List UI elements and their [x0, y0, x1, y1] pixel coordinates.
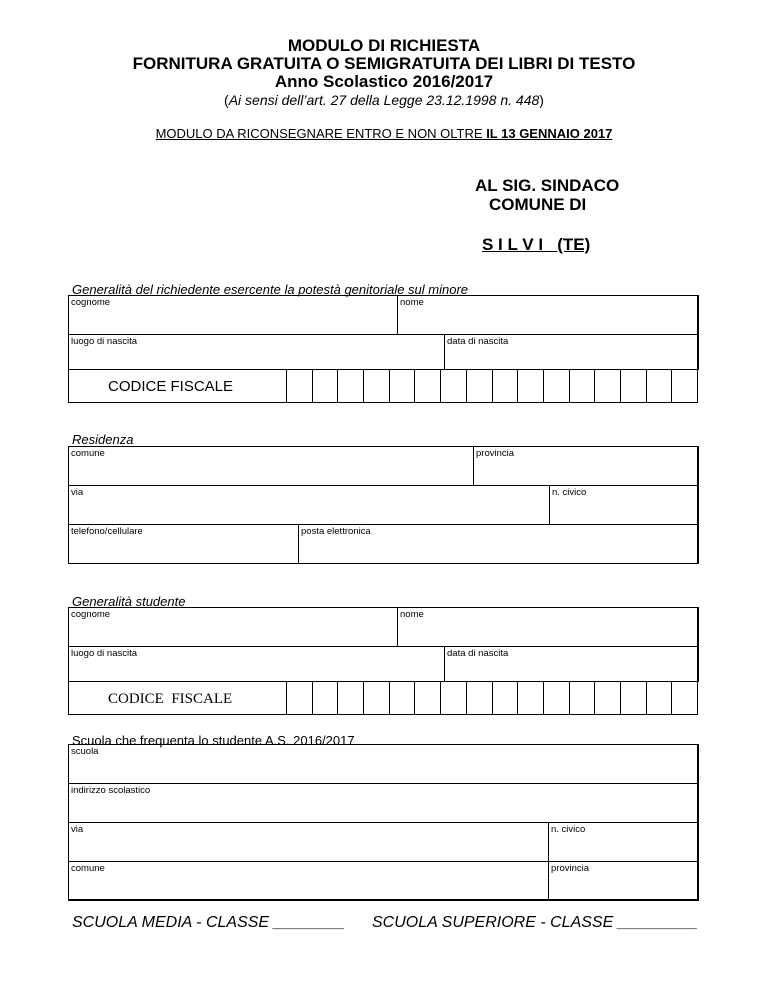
cf-char-cell[interactable]	[570, 369, 596, 403]
recipient-town: S I L V I (TE)	[482, 235, 591, 254]
school-name-field[interactable]: scuola	[68, 744, 699, 784]
cf-char-cell[interactable]	[338, 681, 364, 715]
cf-char-cell[interactable]	[647, 369, 673, 403]
cf-char-cell[interactable]	[390, 369, 416, 403]
cf-char-cell[interactable]	[570, 681, 596, 715]
school-street-field[interactable]: via	[68, 822, 549, 862]
school-province-field[interactable]: provincia	[548, 861, 699, 901]
school-table	[68, 744, 698, 900]
phone-field[interactable]: telefono/cellulare	[68, 524, 299, 564]
cf-char-cell[interactable]	[338, 369, 364, 403]
student-surname-field[interactable]: cognome	[68, 607, 398, 647]
student-cf-label: CODICE FISCALE	[108, 691, 233, 707]
cf-char-cell[interactable]	[621, 369, 647, 403]
residence-number-field[interactable]: n. civico	[549, 485, 699, 525]
student-table	[68, 607, 698, 715]
cf-char-cell[interactable]	[518, 369, 544, 403]
recipient-mayor: AL SIG. SINDACO	[475, 176, 620, 195]
residence-street-field[interactable]: via	[68, 485, 550, 525]
student-birthplace-field[interactable]: luogo di nascita	[68, 646, 445, 682]
email-field[interactable]: posta elettronica	[298, 524, 699, 564]
school-section-title: Scuola che frequenta lo studente A.S. 2016/2017	[72, 733, 355, 748]
school-city-field[interactable]: comune	[68, 861, 549, 901]
student-name-field[interactable]: nome	[397, 607, 699, 647]
parent-table	[68, 295, 698, 403]
parent-name-field[interactable]: nome	[397, 295, 699, 335]
residence-table	[68, 446, 698, 564]
cf-char-cell[interactable]	[544, 369, 570, 403]
parent-cf-grid[interactable]	[286, 369, 698, 403]
student-section-title: Generalità studente	[72, 594, 186, 609]
cf-char-cell[interactable]	[595, 369, 621, 403]
cf-char-cell[interactable]	[313, 681, 339, 715]
school-address-field[interactable]: indirizzo scolastico	[68, 783, 699, 823]
deadline-notice: MODULO DA RICONSEGNARE ENTRO E NON OLTRE IL 13 GENNAIO 2017	[155, 126, 613, 141]
cf-char-cell[interactable]	[441, 369, 467, 403]
parent-section-title: Generalità del richiedente esercente la potestà genitoriale sul minore	[72, 282, 469, 297]
recipient-comune: COMUNE DI	[489, 195, 587, 214]
school-number-field[interactable]: n. civico	[548, 822, 699, 862]
cf-char-cell[interactable]	[672, 369, 698, 403]
cf-char-cell[interactable]	[467, 369, 493, 403]
cf-char-cell[interactable]	[364, 681, 390, 715]
cf-char-cell[interactable]	[647, 681, 673, 715]
cf-char-cell[interactable]	[621, 681, 647, 715]
parent-birthplace-field[interactable]: luogo di nascita	[68, 334, 445, 370]
residence-province-field[interactable]: provincia	[473, 446, 699, 486]
cf-char-cell[interactable]	[493, 681, 519, 715]
cf-char-cell[interactable]	[415, 369, 441, 403]
cf-char-cell[interactable]	[518, 681, 544, 715]
residence-city-field[interactable]: comune	[68, 446, 474, 486]
cf-char-cell[interactable]	[441, 681, 467, 715]
cf-char-cell[interactable]	[313, 369, 339, 403]
form-subtitle: FORNITURA GRATUITA O SEMIGRATUITA DEI LIBRI DI TESTO	[132, 54, 636, 73]
high-school-class: SCUOLA SUPERIORE - CLASSE _________	[372, 914, 698, 931]
residence-section-title: Residenza	[72, 432, 134, 447]
middle-school-class: SCUOLA MEDIA - CLASSE ________	[72, 914, 345, 931]
cf-char-cell[interactable]	[287, 369, 313, 403]
form-title: MODULO DI RICHIESTA	[287, 36, 481, 55]
cf-char-cell[interactable]	[467, 681, 493, 715]
cf-char-cell[interactable]	[390, 681, 416, 715]
cf-char-cell[interactable]	[595, 681, 621, 715]
cf-char-cell[interactable]	[364, 369, 390, 403]
student-birthdate-field[interactable]: data di nascita	[444, 646, 699, 682]
cf-char-cell[interactable]	[493, 369, 519, 403]
cf-char-cell[interactable]	[287, 681, 313, 715]
parent-cf-label: CODICE FISCALE	[108, 378, 234, 395]
parent-birthdate-field[interactable]: data di nascita	[444, 334, 699, 370]
cf-char-cell[interactable]	[544, 681, 570, 715]
cf-char-cell[interactable]	[672, 681, 698, 715]
student-cf-grid[interactable]	[286, 681, 698, 715]
cf-char-cell[interactable]	[415, 681, 441, 715]
school-year: Anno Scolastico 2016/2017	[274, 72, 494, 91]
parent-surname-field[interactable]: cognome	[68, 295, 398, 335]
law-reference: (Ai sensi dell’art. 27 della Legge 23.12.1998 n. 448)	[224, 92, 544, 108]
